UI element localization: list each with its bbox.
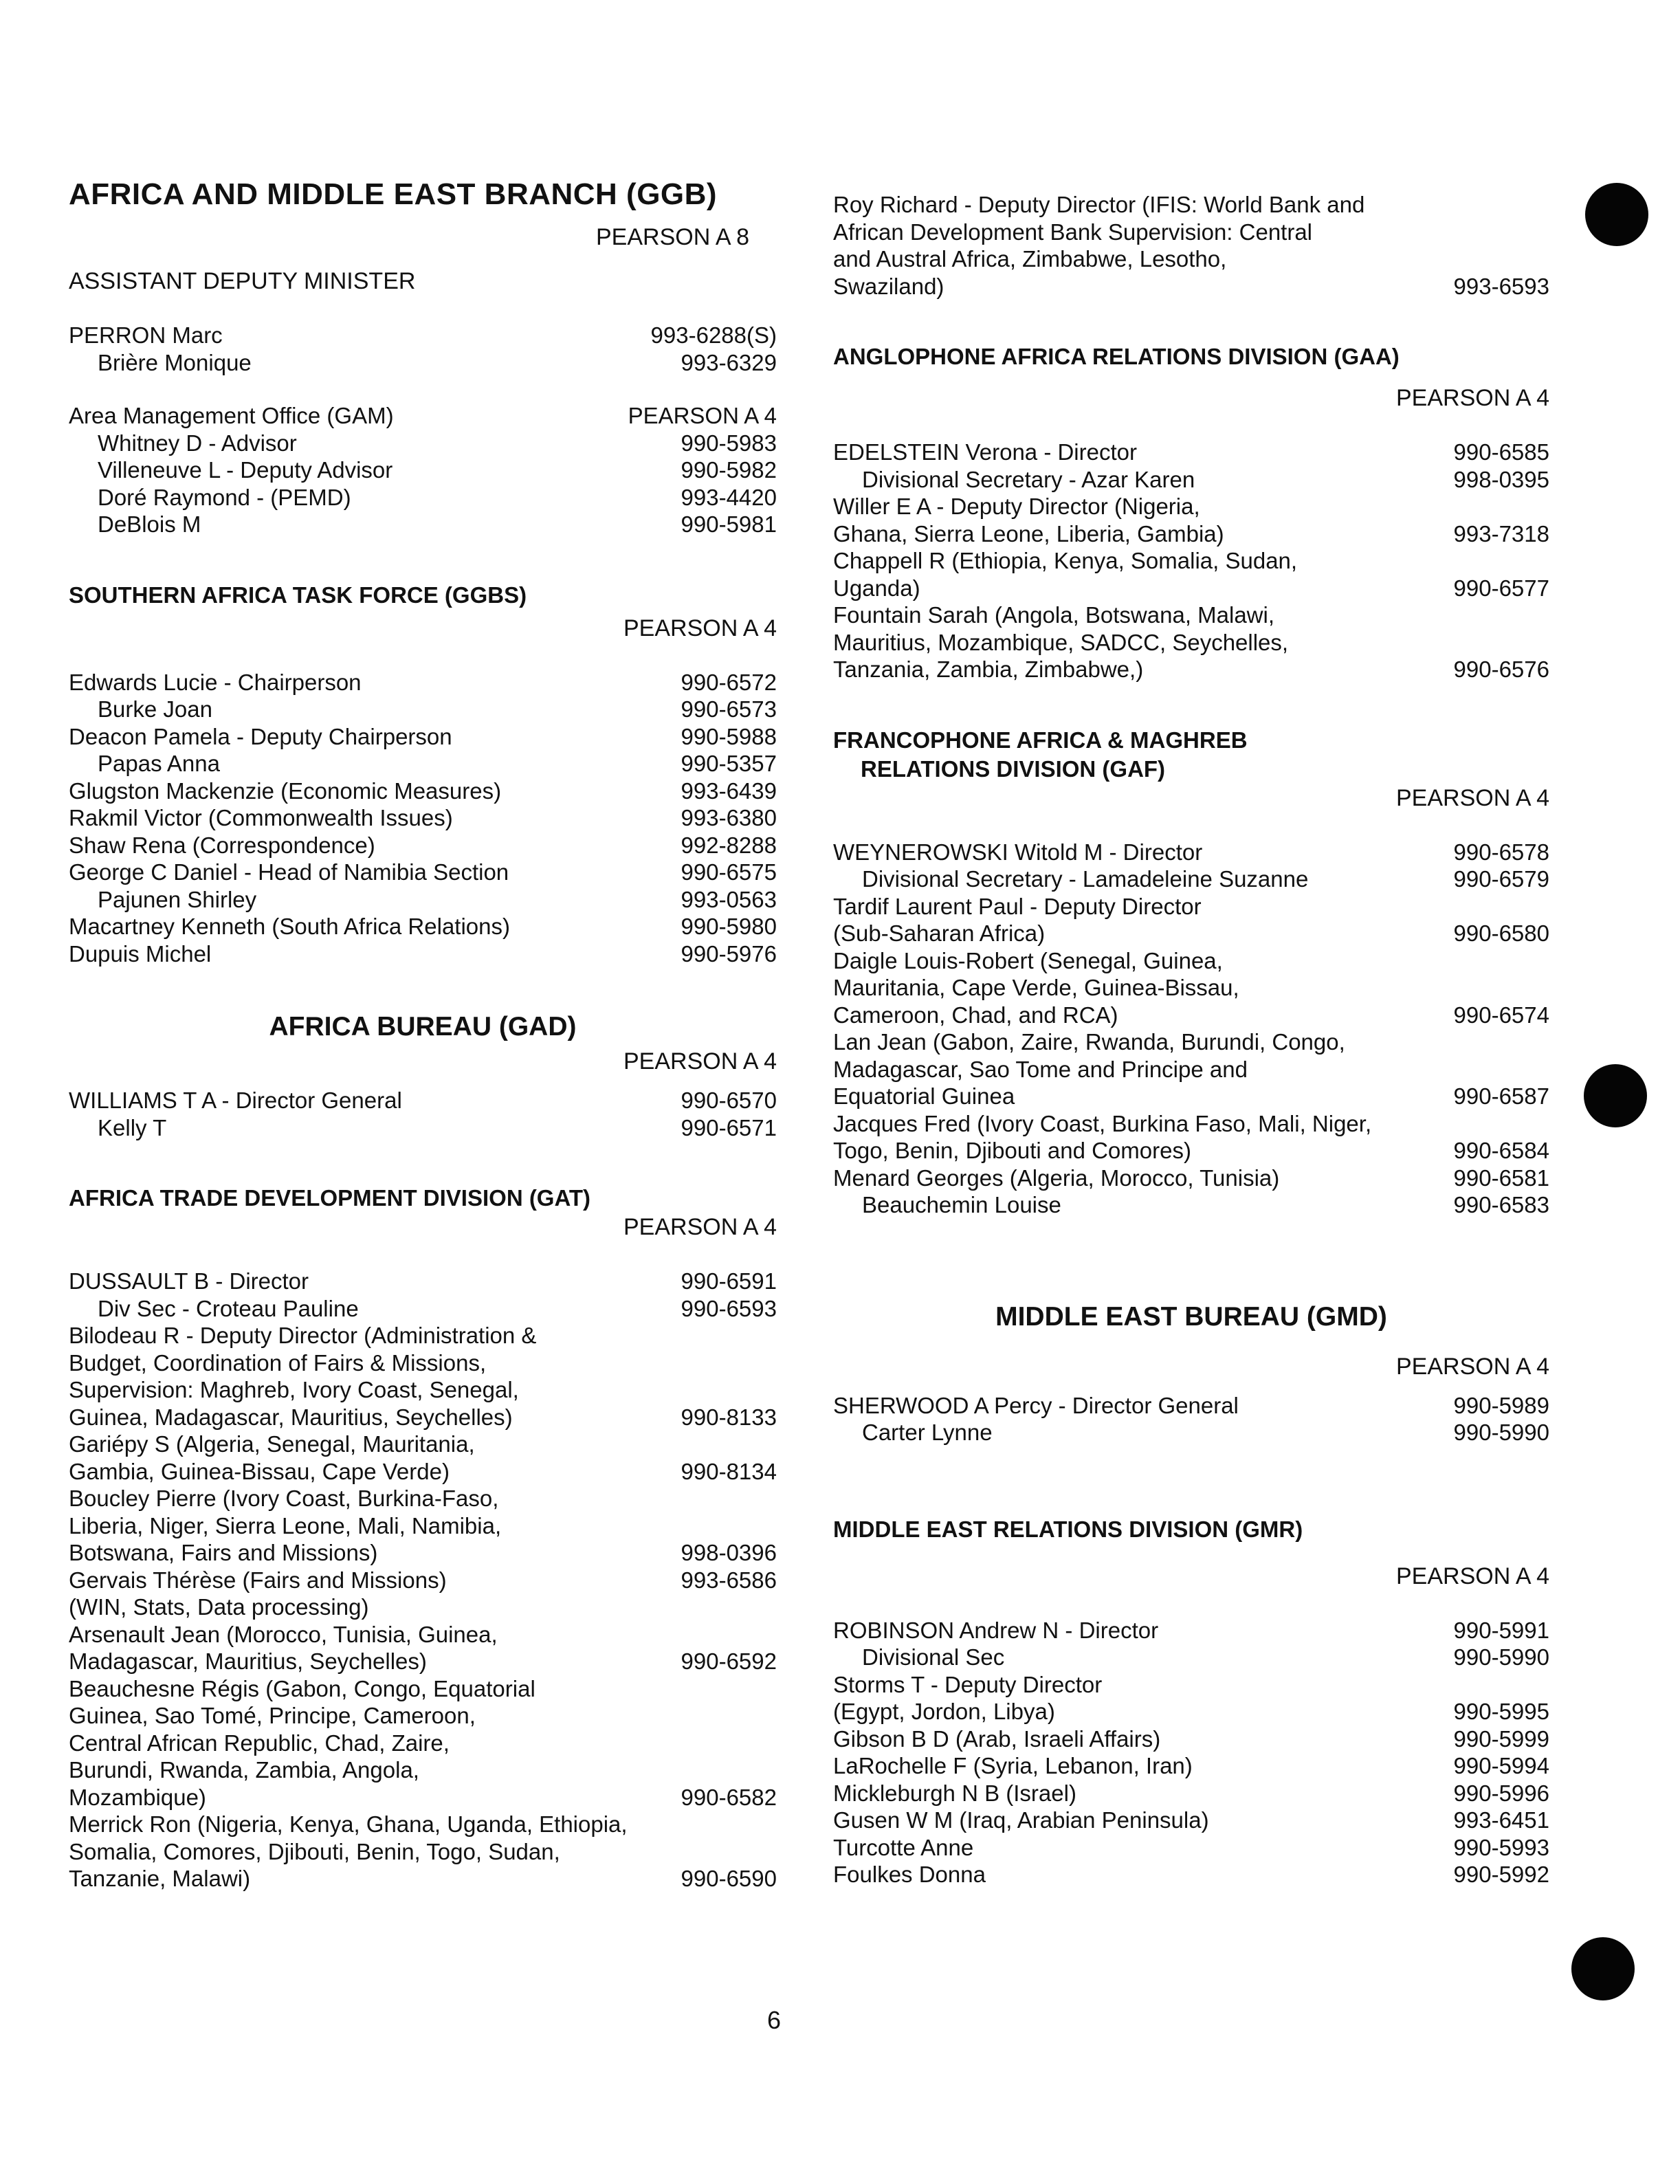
entry-phone: 990-5988 xyxy=(681,723,777,749)
gmd-location: PEARSON A 4 xyxy=(1396,1353,1549,1380)
entry-phone: 990-6580 xyxy=(1453,920,1549,946)
adm-label: ASSISTANT DEPUTY MINISTER xyxy=(69,268,416,294)
entry-name: Rakmil Victor (Commonwealth Issues) xyxy=(69,805,453,830)
entry-name: WEYNEROWSKI Witold M - Director xyxy=(833,839,1203,865)
entry-phone: 993-6593 xyxy=(1453,273,1549,299)
entry-phone: 990-6581 xyxy=(1453,1165,1549,1191)
entry-name: Carter Lynne xyxy=(862,1420,993,1445)
gad-location: PEARSON A 4 xyxy=(623,1048,777,1074)
directory-entry xyxy=(69,1811,777,1893)
entry-name: Divisional Sec xyxy=(862,1644,1005,1670)
entry-phone: 990-6592 xyxy=(681,1648,777,1674)
directory-entry xyxy=(833,466,1549,494)
entry-name: Roy Richard - Deputy Director (IFIS: World Bank and African Development Bank Supervision: Central and Austral Africa, Zimbabwe, Lesotho, Swaziland) xyxy=(833,192,1365,299)
entry-phone: 993-7318 xyxy=(1453,520,1549,547)
gmr-title: MIDDLE EAST RELATIONS DIVISION (GMR) xyxy=(833,1516,1303,1542)
directory-entry xyxy=(69,913,777,940)
entry-name: Gariépy S (Algeria, Senegal, Mauritania, Gambia, Guinea-Bissau, Cape Verde) xyxy=(69,1431,475,1484)
gaa-list xyxy=(833,439,1549,683)
directory-entry xyxy=(69,322,777,349)
top-list xyxy=(833,191,1549,300)
entry-phone: 993-0563 xyxy=(681,886,777,912)
entry-phone: 990-6584 xyxy=(1453,1138,1549,1163)
entry-phone: 990-5981 xyxy=(681,511,777,537)
directory-entry xyxy=(69,1322,777,1431)
entry-name: Jacques Fred (Ivory Coast, Burkina Faso, Mali, Niger, Togo, Benin, Djibouti and Comores) xyxy=(833,1110,1372,1163)
entry-phone: 990-6587 xyxy=(1453,1083,1549,1109)
entry-phone: 990-5992 xyxy=(1453,1862,1549,1887)
entry-name: Pajunen Shirley xyxy=(98,886,257,912)
entry-name: Boucley Pierre (Ivory Coast, Burkina-Faso, Liberia, Niger, Sierra Leone, Mali, Namibia, Botswana, Fairs and Missions) xyxy=(69,1486,502,1565)
gam-location: PEARSON A 4 xyxy=(628,403,777,428)
directory-entry xyxy=(69,1114,777,1142)
entry-name: Doré Raymond - (PEMD) xyxy=(98,484,351,510)
entry-name: EDELSTEIN Verona - Director xyxy=(833,439,1137,465)
entry-name: Glugston Mackenzie (Economic Measures) xyxy=(69,777,502,804)
entry-name: Fountain Sarah (Angola, Botswana, Malawi, Mauritius, Mozambique, SADCC, Seychelles, Tanzania, Zambia, Zimbabwe,) xyxy=(833,602,1289,682)
branch-location: PEARSON A 8 xyxy=(596,224,749,250)
entry-name: ROBINSON Andrew N - Director xyxy=(833,1617,1159,1643)
entry-name: Divisional Secretary - Azar Karen xyxy=(862,466,1195,492)
adm-list xyxy=(69,322,777,376)
entry-phone: 993-6288(S) xyxy=(650,322,777,348)
entry-phone: 990-6590 xyxy=(681,1866,777,1891)
gaf-title-line1: FRANCOPHONE AFRICA & MAGHREB xyxy=(833,727,1248,753)
entry-name: Tardif Laurent Paul - Deputy Director (Sub-Saharan Africa) xyxy=(833,893,1202,946)
directory-entry xyxy=(833,947,1549,1029)
directory-entry xyxy=(833,191,1549,300)
ggbs-title: SOUTHERN AFRICA TASK FORCE (GGBS) xyxy=(69,582,527,608)
entry-name: (WIN, Stats, Data processing) xyxy=(69,1594,369,1620)
entry-name: Turcotte Anne xyxy=(833,1834,974,1860)
entry-name: Chappell R (Ethiopia, Kenya, Somalia, Sudan, Uganda) xyxy=(833,548,1298,601)
gat-list xyxy=(69,1268,777,1893)
directory-entry xyxy=(69,511,777,538)
entry-phone: 990-6574 xyxy=(1453,1002,1549,1028)
entry-name: Edwards Lucie - Chairperson xyxy=(69,669,362,695)
directory-entry xyxy=(69,456,777,484)
entry-name: George C Daniel - Head of Namibia Section xyxy=(69,859,509,885)
entry-name: Kelly T xyxy=(98,1114,167,1140)
gad-list xyxy=(69,1087,777,1141)
directory-entry xyxy=(69,430,777,457)
entry-phone: 998-0395 xyxy=(1453,466,1549,492)
entry-name: Arsenault Jean (Morocco, Tunisia, Guinea, Madagascar, Mauritius, Seychelles) xyxy=(69,1621,498,1674)
directory-entry xyxy=(833,1671,1549,1725)
entry-name: Burke Joan xyxy=(98,696,212,722)
entry-phone: 990-6572 xyxy=(681,669,777,695)
directory-entry xyxy=(833,1644,1549,1671)
entry-phone: 990-5980 xyxy=(681,914,777,939)
entry-name: Macartney Kenneth (South Africa Relations) xyxy=(69,914,511,939)
entry-name: Lan Jean (Gabon, Zaire, Rwanda, Burundi, Congo, Madagascar, Sao Tome and Principe and Equatorial Guinea xyxy=(833,1029,1345,1109)
entry-name: Merrick Ron (Nigeria, Kenya, Ghana, Uganda, Ethiopia, Somalia, Comores, Djibouti, Benin, Togo, Sudan, Tanzanie, Malawi) xyxy=(69,1811,628,1891)
gmd-title: MIDDLE EAST BUREAU (GMD) xyxy=(995,1301,1387,1332)
directory-entry xyxy=(69,1087,777,1114)
entry-phone: 990-5995 xyxy=(1453,1699,1549,1724)
gaf-location: PEARSON A 4 xyxy=(1396,784,1549,811)
right-column xyxy=(833,191,1549,1888)
directory-entry xyxy=(833,547,1549,602)
directory-entry xyxy=(69,859,777,886)
gad-title: AFRICA BUREAU (GAD) xyxy=(269,1012,577,1041)
entry-phone: 990-6576 xyxy=(1453,657,1549,682)
ggbs-location: PEARSON A 4 xyxy=(623,615,777,641)
entry-phone: 990-5991 xyxy=(1453,1617,1549,1643)
entry-name: Daigle Louis-Robert (Senegal, Guinea, Mauritania, Cape Verde, Guinea-Bissau, Cameroon, Chad, and RCA) xyxy=(833,947,1239,1028)
directory-entry xyxy=(69,940,777,968)
directory-entry xyxy=(69,696,777,723)
directory-entry xyxy=(833,839,1549,866)
directory-entry xyxy=(69,750,777,777)
entry-phone: 992-8288 xyxy=(681,832,777,858)
gaf-list xyxy=(833,839,1549,1219)
gat-location: PEARSON A 4 xyxy=(623,1214,777,1240)
entry-phone: 990-5990 xyxy=(1453,1420,1549,1445)
entry-phone: 990-8133 xyxy=(681,1404,777,1430)
gaf-title-line2: RELATIONS DIVISION (GAF) xyxy=(861,755,1166,782)
directory-entry xyxy=(833,602,1549,683)
entry-name: Menard Georges (Algeria, Morocco, Tunisia) xyxy=(833,1165,1280,1191)
entry-phone: 990-6570 xyxy=(681,1088,777,1113)
entry-name: Brière Monique xyxy=(98,349,252,375)
directory-entry xyxy=(833,493,1549,547)
entry-phone: 990-5999 xyxy=(1453,1725,1549,1752)
entry-phone: 990-5994 xyxy=(1453,1753,1549,1778)
entry-phone: 990-5993 xyxy=(1453,1834,1549,1860)
directory-entry xyxy=(833,1392,1549,1420)
entry-name: Gervais Thérèse (Fairs and Missions) xyxy=(69,1567,447,1593)
directory-entry xyxy=(833,1617,1549,1644)
directory-entry xyxy=(833,1834,1549,1862)
directory-entry xyxy=(69,484,777,511)
gmr-list xyxy=(833,1617,1549,1888)
entry-name: Beauchemin Louise xyxy=(862,1192,1061,1217)
entry-name: Papas Anna xyxy=(98,751,220,776)
directory-entry xyxy=(833,1752,1549,1780)
directory-entry xyxy=(69,723,777,751)
entry-phone: 990-6577 xyxy=(1453,575,1549,601)
entry-phone: 990-6582 xyxy=(681,1784,777,1810)
directory-entry xyxy=(69,1621,777,1675)
entry-phone: 993-6380 xyxy=(681,805,777,830)
entry-phone: 993-6329 xyxy=(681,349,777,375)
entry-name: Whitney D - Advisor xyxy=(98,430,297,456)
entry-name: LaRochelle F (Syria, Lebanon, Iran) xyxy=(833,1753,1193,1778)
directory-entry xyxy=(833,1725,1549,1753)
entry-name: DeBlois M xyxy=(98,511,201,537)
entry-name: Divisional Secretary - Lamadeleine Suzanne xyxy=(862,866,1309,892)
directory-entry xyxy=(833,1191,1549,1219)
directory-entry xyxy=(69,1593,777,1621)
ggbs-list xyxy=(69,669,777,968)
gat-title: AFRICA TRADE DEVELOPMENT DIVISION (GAT) xyxy=(69,1185,590,1211)
entry-phone: 990-5357 xyxy=(681,751,777,776)
directory-entry xyxy=(69,1431,777,1485)
directory-entry xyxy=(833,1861,1549,1888)
entry-name: Div Sec - Croteau Pauline xyxy=(98,1295,359,1321)
directory-entry xyxy=(69,1295,777,1323)
entry-name: Storms T - Deputy Director (Egypt, Jordon, Libya) xyxy=(833,1671,1103,1724)
entry-phone: 990-5990 xyxy=(1453,1644,1549,1670)
directory-entry xyxy=(833,1165,1549,1192)
entry-phone: 990-5982 xyxy=(681,457,777,483)
directory-entry xyxy=(69,669,777,696)
gaa-title: ANGLOPHONE AFRICA RELATIONS DIVISION (GAA) xyxy=(833,344,1400,369)
gam-title: Area Management Office (GAM) xyxy=(69,403,394,428)
gam-list xyxy=(69,430,777,538)
binder-hole-top xyxy=(1585,183,1648,246)
entry-phone: 990-6585 xyxy=(1453,439,1549,465)
entry-phone: 990-5983 xyxy=(681,430,777,456)
entry-name: Shaw Rena (Correspondence) xyxy=(69,832,375,858)
entry-name: Mickleburgh N B (Israel) xyxy=(833,1780,1076,1806)
directory-entry xyxy=(833,439,1549,466)
directory-entry xyxy=(833,1780,1549,1807)
binder-hole-middle xyxy=(1584,1064,1647,1127)
binder-hole-bottom xyxy=(1571,1937,1635,2000)
directory-entry xyxy=(69,349,777,377)
directory-entry xyxy=(833,1807,1549,1834)
directory-entry xyxy=(69,886,777,914)
entry-phone: 990-6583 xyxy=(1453,1192,1549,1217)
left-column xyxy=(69,176,777,1893)
entry-phone: 993-6586 xyxy=(681,1567,777,1593)
directory-entry xyxy=(69,777,777,805)
entry-phone: 998-0396 xyxy=(681,1540,777,1565)
entry-name: Dupuis Michel xyxy=(69,940,212,967)
directory-entry xyxy=(833,1110,1549,1165)
entry-name: SHERWOOD A Percy - Director General xyxy=(833,1392,1239,1418)
entry-name: Beauchesne Régis (Gabon, Congo, Equatorial Guinea, Sao Tomé, Principe, Cameroon, Central African Republic, Chad, Zaire, Burundi, Rwanda, Zambia, Angola, Mozambique) xyxy=(69,1675,535,1810)
directory-entry xyxy=(833,1028,1549,1110)
directory-entry xyxy=(69,804,777,832)
gam-header xyxy=(69,402,777,430)
directory-entry xyxy=(833,1419,1549,1446)
directory-entry xyxy=(69,832,777,859)
entry-phone: 990-6591 xyxy=(681,1268,777,1294)
directory-entry xyxy=(69,1268,777,1295)
entry-name: Bilodeau R - Deputy Director (Administration & Budget, Coordination of Fairs & Missions, Supervision: Maghreb, Ivory Coast, Senegal, Guinea, Madagascar, Mauritius, Seychelles) xyxy=(69,1323,537,1430)
entry-phone: 993-6439 xyxy=(681,777,777,804)
entry-name: Gibson B D (Arab, Israeli Affairs) xyxy=(833,1725,1161,1752)
entry-phone: 990-5976 xyxy=(681,940,777,967)
entry-phone: 993-6451 xyxy=(1453,1807,1549,1833)
gmd-list xyxy=(833,1392,1549,1446)
entry-phone: 990-6593 xyxy=(681,1295,777,1321)
entry-phone: 990-5989 xyxy=(1453,1392,1549,1418)
entry-phone: 990-6578 xyxy=(1453,839,1549,865)
entry-name: Foulkes Donna xyxy=(833,1862,986,1887)
gaa-location: PEARSON A 4 xyxy=(1396,385,1549,411)
branch-title: AFRICA AND MIDDLE EAST BRANCH (GGB) xyxy=(69,177,718,211)
entry-name: Willer E A - Deputy Director (Nigeria, Ghana, Sierra Leone, Liberia, Gambia) xyxy=(833,494,1224,547)
entry-phone: 990-6571 xyxy=(681,1114,777,1140)
directory-entry xyxy=(69,1567,777,1594)
directory-entry xyxy=(69,1485,777,1567)
entry-phone: 993-4420 xyxy=(681,484,777,510)
directory-entry xyxy=(833,865,1549,893)
entry-name: WILLIAMS T A - Director General xyxy=(69,1088,402,1113)
directory-entry xyxy=(833,893,1549,947)
entry-phone: 990-6575 xyxy=(681,859,777,885)
entry-name: PERRON Marc xyxy=(69,322,223,348)
page-number: 6 xyxy=(767,2006,782,2034)
entry-name: DUSSAULT B - Director xyxy=(69,1268,309,1294)
entry-phone: 990-5996 xyxy=(1453,1780,1549,1806)
entry-phone: 990-8134 xyxy=(681,1458,777,1484)
entry-phone: 990-6573 xyxy=(681,696,777,722)
directory-entry xyxy=(69,1675,777,1811)
entry-name: Villeneuve L - Deputy Advisor xyxy=(98,457,393,483)
entry-name: Gusen W M (Iraq, Arabian Peninsula) xyxy=(833,1807,1209,1833)
gmr-location: PEARSON A 4 xyxy=(1396,1563,1549,1589)
entry-phone: 990-6579 xyxy=(1453,866,1549,892)
entry-name: Deacon Pamela - Deputy Chairperson xyxy=(69,723,452,749)
